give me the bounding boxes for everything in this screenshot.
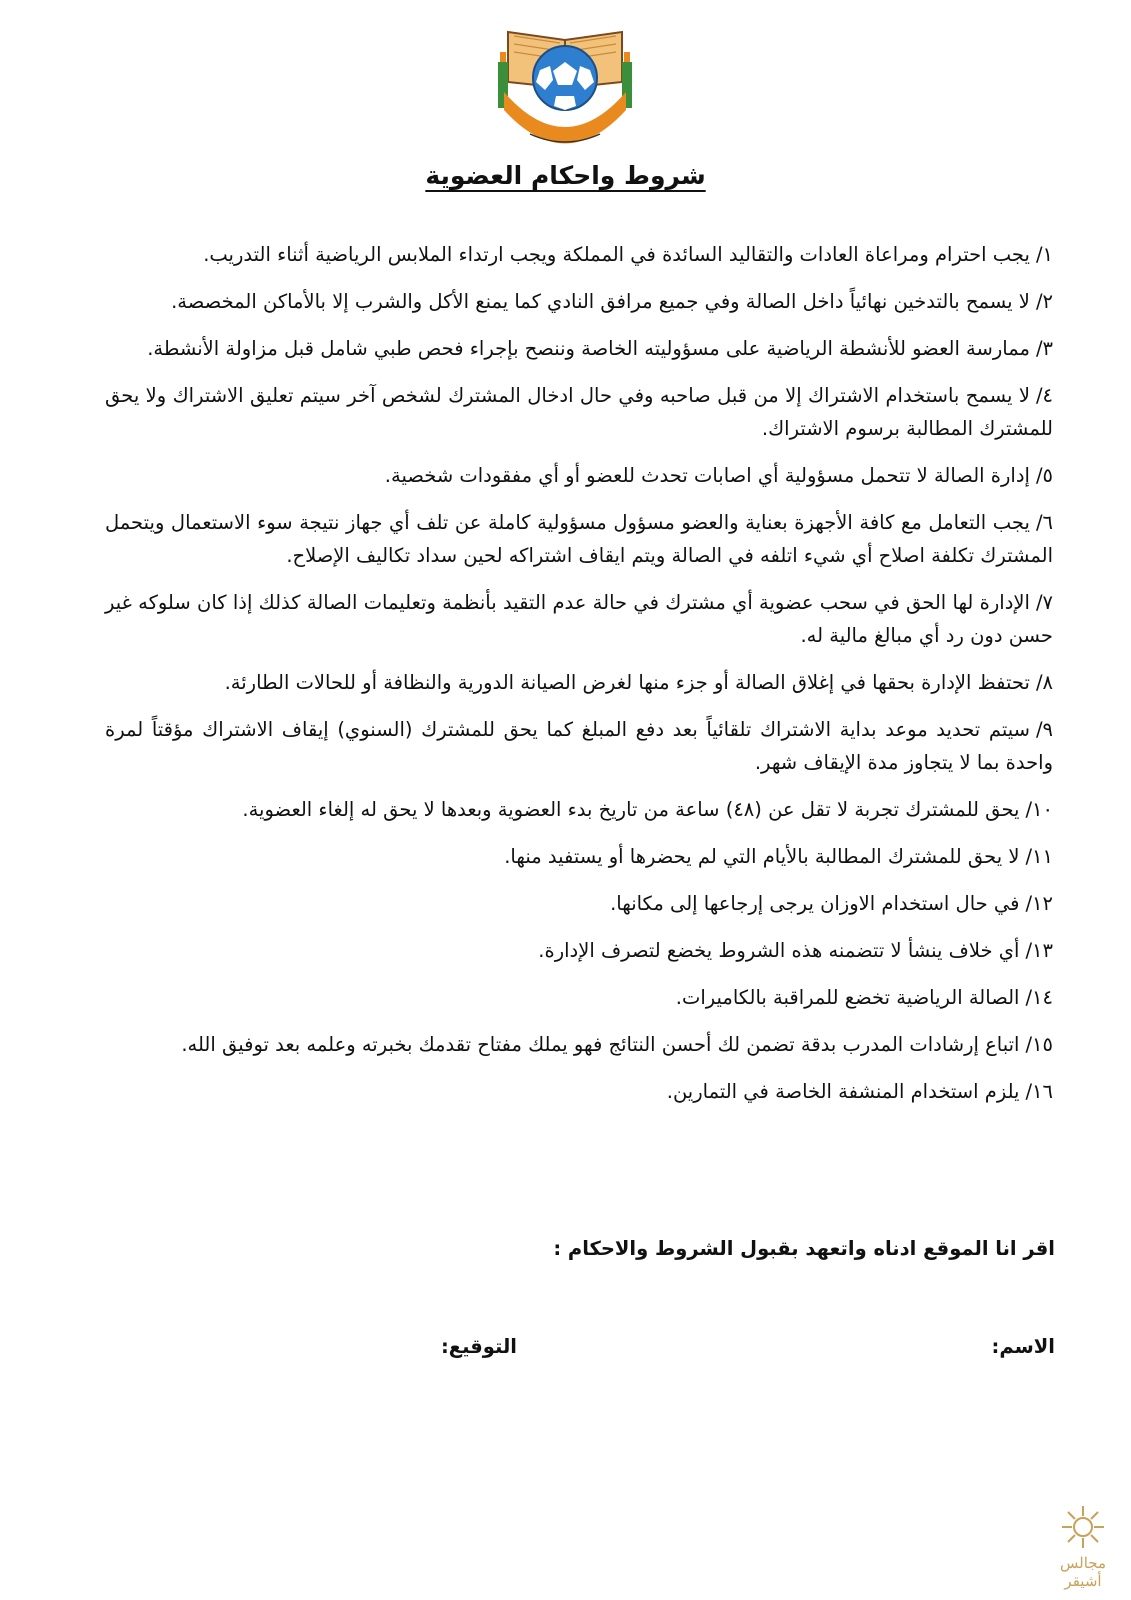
term-text: يحق للمشترك تجربة لا تقل عن (٤٨) ساعة من تاريخ بدء العضوية وبعدها لا يحق له إلغاء العضوية. bbox=[242, 798, 1020, 821]
term-item bbox=[105, 332, 1053, 365]
term-number: ٤/ bbox=[1035, 384, 1053, 407]
term-text: لا يسمح باستخدام الاشتراك إلا من قبل صاحبه وفي حال ادخال المشترك لشخص آخر سيتم تعليق الاشتراك ولا يحق للمشترك المطالبة برسوم الاشتراك. bbox=[105, 384, 1053, 440]
terms-list bbox=[105, 238, 1053, 1122]
term-text: اتباع إرشادات المدرب بدقة تضمن لك أحسن النتائج فهو يملك مفتاح تقدمك بخبرته وعلمه بعد توفيق الله. bbox=[181, 1033, 1020, 1056]
term-item bbox=[105, 1028, 1053, 1061]
term-number: ٩/ bbox=[1035, 718, 1053, 741]
term-number: ٥/ bbox=[1035, 464, 1053, 487]
term-item bbox=[105, 840, 1053, 873]
term-number: ١١/ bbox=[1025, 845, 1053, 868]
term-item bbox=[105, 285, 1053, 318]
term-item bbox=[105, 238, 1053, 271]
term-text: الصالة الرياضية تخضع للمراقبة بالكاميرات. bbox=[675, 986, 1020, 1009]
term-item bbox=[105, 934, 1053, 967]
term-item bbox=[105, 1075, 1053, 1108]
term-number: ١٣/ bbox=[1025, 939, 1053, 962]
term-number: ٦/ bbox=[1035, 511, 1053, 534]
term-number: ٣/ bbox=[1035, 337, 1053, 360]
term-text: إدارة الصالة لا تتحمل مسؤولية أي اصابات تحدث للعضو أو أي مفقودات شخصية. bbox=[384, 464, 1030, 487]
term-item bbox=[105, 887, 1053, 920]
term-text: في حال استخدام الاوزان يرجى إرجاعها إلى مكانها. bbox=[610, 892, 1020, 915]
term-number: ١٢/ bbox=[1025, 892, 1053, 915]
term-item bbox=[105, 506, 1053, 572]
document-title: شروط واحكام العضوية bbox=[425, 161, 706, 190]
watermark bbox=[1043, 1504, 1123, 1590]
term-text: يلزم استخدام المنشفة الخاصة في التمارين. bbox=[666, 1080, 1020, 1103]
term-item bbox=[105, 459, 1053, 492]
term-text: الإدارة لها الحق في سحب عضوية أي مشترك في حالة عدم التقيد بأنظمة وتعليمات الصالة كذلك إذا كان سلوكه غير حسن دون رد أي مبالغ مالية له. bbox=[105, 591, 1053, 647]
term-item bbox=[105, 586, 1053, 652]
term-text: لا يحق للمشترك المطالبة بالأيام التي لم يحضرها أو يستفيد منها. bbox=[504, 845, 1020, 868]
term-number: ١٠/ bbox=[1025, 798, 1053, 821]
ornament-emblem-icon bbox=[1060, 1504, 1106, 1550]
term-text: ممارسة العضو للأنشطة الرياضية على مسؤوليته الخاصة وننصح بإجراء فحص طبي شامل قبل مزاولة الأنشطة. bbox=[147, 337, 1030, 360]
term-item bbox=[105, 666, 1053, 699]
term-text: تحتفظ الإدارة بحقها في إغلاق الصالة أو جزء منها لغرض الصيانة الدورية والنظافة أو للحالات الطارئة. bbox=[224, 671, 1030, 694]
watermark-text: مجالس أشيقر bbox=[1060, 1554, 1106, 1590]
term-text: سيتم تحديد موعد بداية الاشتراك تلقائياً بعد دفع المبلغ كما يحق للمشترك (السنوي) إيقاف الاشتراك مؤقتاً لمرة واحدة بما لا يتجاوز مدة الإيقاف شهر. bbox=[105, 718, 1053, 774]
term-text: لا يسمح بالتدخين نهائياً داخل الصالة وفي جميع مرافق النادي كما يمنع الأكل والشرب إلا بالأماكن المخصصة. bbox=[171, 290, 1030, 313]
term-number: ٨/ bbox=[1035, 671, 1053, 694]
term-number: ٧/ bbox=[1035, 591, 1053, 614]
signature-field-label: التوقيع: bbox=[440, 1335, 517, 1358]
term-number: ١/ bbox=[1035, 243, 1053, 266]
club-emblem-icon bbox=[490, 22, 640, 157]
term-item bbox=[105, 713, 1053, 779]
term-item bbox=[105, 379, 1053, 445]
term-text: يجب التعامل مع كافة الأجهزة بعناية والعضو مسؤول مسؤولية كاملة عن تلف أي جهاز نتيجة سوء الاستعمال ويتحمل المشترك تكلفة اصلاح أي شيء اتلفه في الصالة ويتم ايقاف اشتراكه لحين سداد تكاليف الإصلاح. bbox=[105, 511, 1053, 567]
pledge-statement: اقر انا الموقع ادناه واتعهد بقبول الشروط والاحكام : bbox=[553, 1237, 1055, 1260]
term-text: أي خلاف ينشأ لا تتضمنه هذه الشروط يخضع لتصرف الإدارة. bbox=[538, 939, 1020, 962]
club-logo bbox=[490, 22, 640, 157]
term-text: يجب احترام ومراعاة العادات والتقاليد السائدة في المملكة ويجب ارتداء الملابس الرياضية أثناء التدريب. bbox=[203, 243, 1030, 266]
term-number: ١٥/ bbox=[1025, 1033, 1053, 1056]
term-item bbox=[105, 793, 1053, 826]
name-field-label: الاسم: bbox=[991, 1335, 1055, 1358]
term-number: ١٤/ bbox=[1025, 986, 1053, 1009]
term-number: ٢/ bbox=[1035, 290, 1053, 313]
term-item bbox=[105, 981, 1053, 1014]
term-number: ١٦/ bbox=[1025, 1080, 1053, 1103]
